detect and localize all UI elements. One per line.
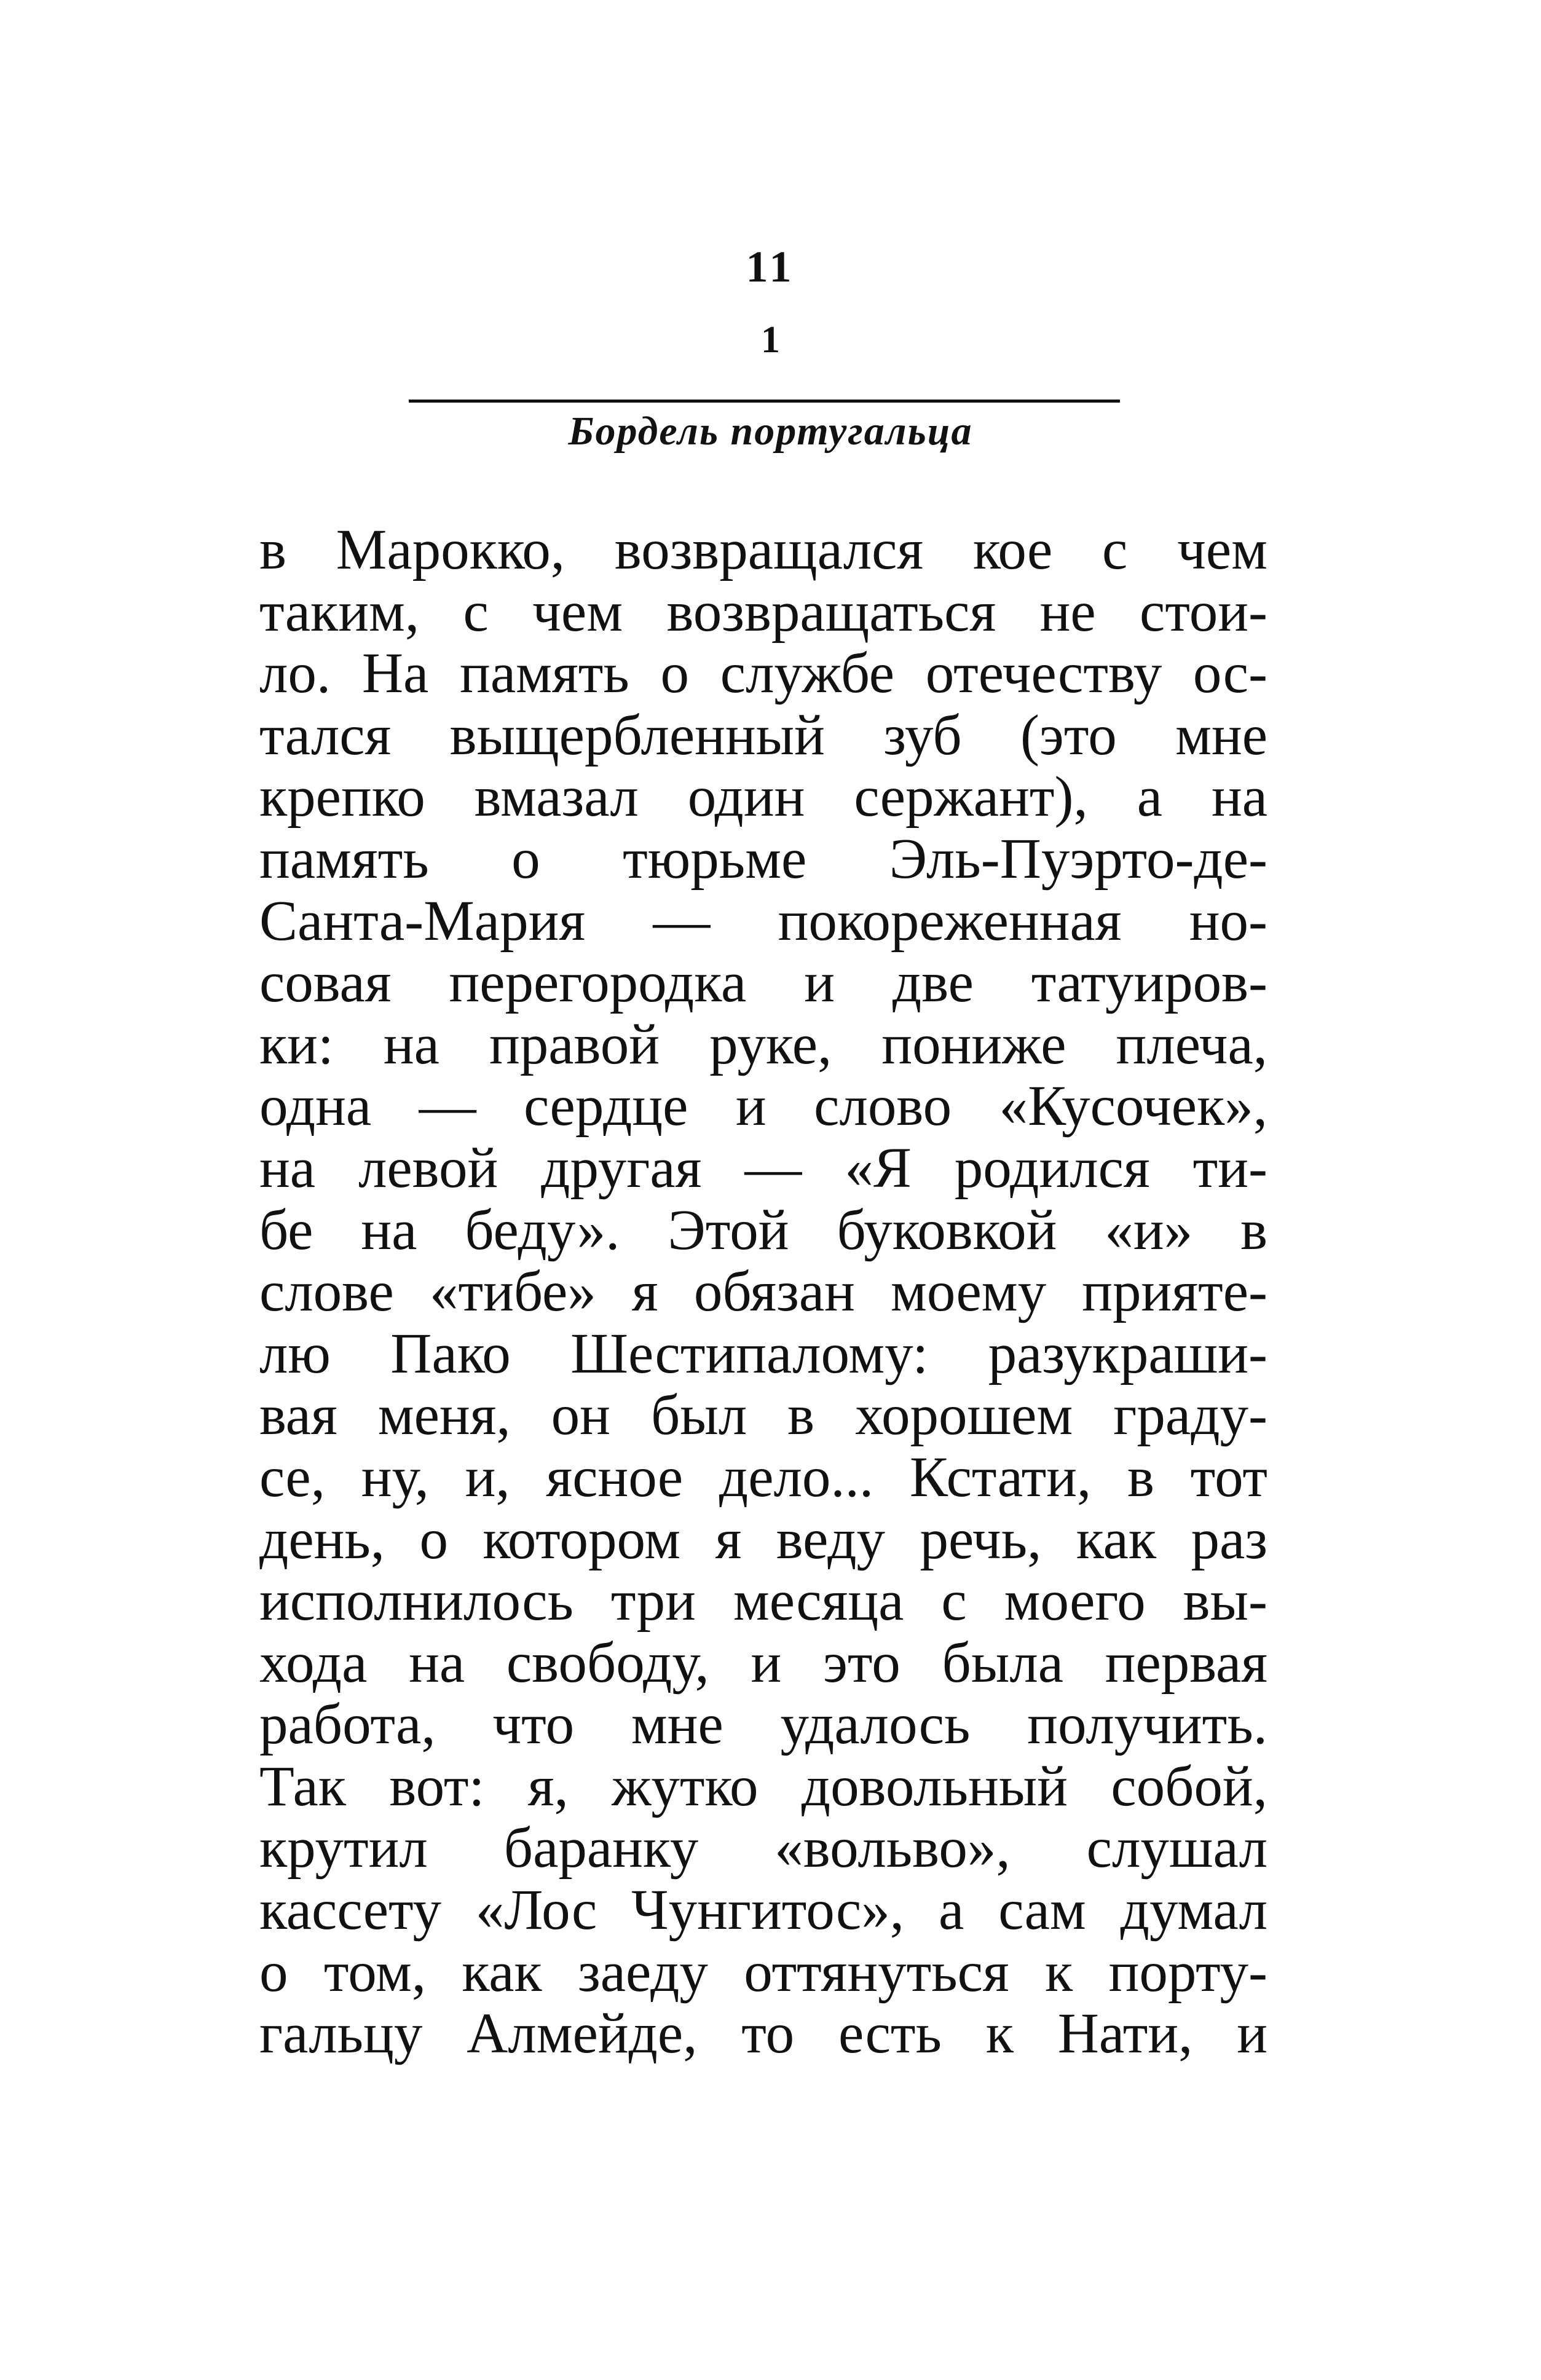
text-line: слове «тибе» я обязан моему прияте- (259, 1260, 1267, 1324)
text-line: се, ну, и, ясное дело... Кстати, в тот (259, 1445, 1267, 1509)
chapter-number: 1 (761, 319, 780, 361)
text-line: гальцу Алмейде, то есть к Нати, и (259, 2002, 1267, 2066)
text-line: бе на беду». Этой буковкой «и» в (259, 1198, 1267, 1262)
text-line: крепко вмазал один сержант), а на (259, 765, 1267, 829)
text-line: о том, как заеду оттянуться к порту- (259, 1940, 1267, 2004)
text-line: крутил баранку «вольво», слушал (259, 1816, 1267, 1880)
text-line: одна — сердце и слово «Кусочек», (259, 1074, 1267, 1138)
text-line: работа, что мне удалось получить. (259, 1693, 1267, 1757)
text-line: совая перегородка и две татуиров- (259, 951, 1267, 1015)
text-line: на левой другая — «Я родился ти- (259, 1136, 1267, 1200)
text-line: таким, с чем возвращаться не стои- (259, 580, 1267, 644)
text-line: Санта-Мария — покореженная но- (259, 889, 1267, 953)
text-line: в Марокко, возвращался кое с чем (259, 518, 1267, 581)
body-text (259, 519, 1267, 2065)
text-line: ки: на правой руке, пониже плеча, (259, 1012, 1267, 1076)
text-line: память о тюрьме Эль-Пуэрто-де- (259, 827, 1267, 891)
text-line: ло. На память о службе отечеству ос- (259, 642, 1267, 706)
text-line: Так вот: я, жутко довольный собой, (259, 1754, 1267, 1818)
header-rule (409, 400, 1120, 403)
running-title: Бордель португальца (568, 409, 973, 454)
text-line: исполнилось три месяца с моего вы- (259, 1569, 1267, 1633)
text-line: хода на свободу, и это была первая (259, 1631, 1267, 1695)
text-line: день, о котором я веду речь, как раз (259, 1507, 1267, 1571)
text-line: кассету «Лос Чунгитос», а сам думал (259, 1878, 1267, 1942)
text-line: тался выщербленный зуб (это мне (259, 703, 1267, 767)
text-line: лю Пако Шестипалому: разукраши- (259, 1322, 1267, 1385)
page-number: 11 (746, 242, 795, 291)
text-line: вая меня, он был в хорошем граду- (259, 1384, 1267, 1448)
